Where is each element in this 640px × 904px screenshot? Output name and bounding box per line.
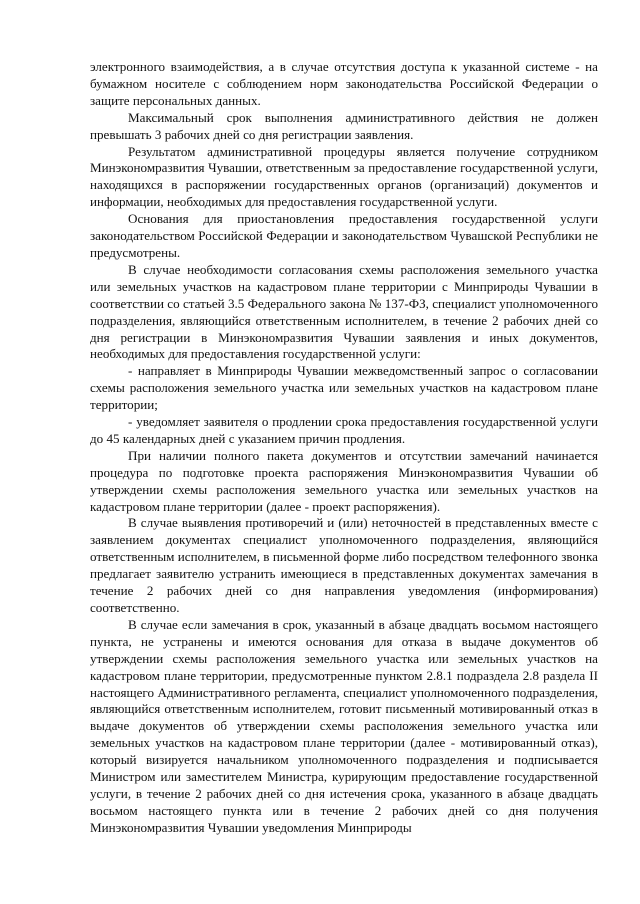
paragraph-6: При наличии полного пакета документов и отсутствии замечаний начинается процедура по подготовке проекта распоряжения Минэкономразвития Чувашии об утверждении схемы расположения земельного участка или земельных участков на кадастровом плане территории (далее - проект распоряжения). (90, 447, 598, 514)
paragraph-2: Максимальный срок выполнения административного действия не должен превышать 3 рабочих дней со дня регистрации заявления. (90, 109, 598, 142)
paragraph-1: электронного взаимодействия, а в случае отсутствия доступа к указанной системе - на бумажном носителе с соблюдением норм законодательства Российской Федерации о защите персональных данных. (90, 59, 598, 108)
paragraph-4: Основания для приостановления предоставления государственной услуги законодательством Российской Федерации и законодательством Чувашской Республики не предусмотрены. (90, 211, 598, 260)
paragraph-7: В случае выявления противоречий и (или) неточностей в представленных вместе с заявлением документах специалист уполномоченного подразделения, являющийся ответственным исполнителем, в письменной форме либо посредством телефонного звонка предлагает заявителю устранить имеющиеся в представленных документах замечания в течение 2 рабочих дней со дня направления уведомления (информирования) соответственно. (90, 515, 598, 615)
list-item-2: - уведомляет заявителя о продлении срока предоставления государственной услуги до 45 календарных дней с указанием причин продления. (90, 414, 598, 446)
paragraph-8: В случае если замечания в срок, указанный в абзаце двадцать восьмом настоящего пункта, не устранены и имеются основания для отказа в выдаче документов об утверждении схемы расположения земельного участка или земельных участков на кадастровом плане территории, предусмотренные пунктом 2.8.1 подраздела 2.8 раздела II настоящего Административного регламента, специалист уполномоченного подразделения, являющийся ответственным исполнителем, готовит письменный мотивированный отказ в выдаче документов об утверждении схемы расположения земельного участка или земельных участков на кадастровом плане территории (далее - мотивированный отказ), который визируется начальником уполномоченного подразделения и подписывается Министром или заместителем Министра, курирующим предоставление государственной услуги, в течение 2 рабочих дней со дня истечения срока, указанного в абзаце двадцать восьмом настоящего пункта или в течение 2 рабочих дней со дня получения Минэкономразвития Чувашии уведомления Минприроды (90, 616, 598, 835)
paragraph-3: Результатом административной процедуры является получение сотрудником Минэкономразвития Чувашии, ответственным за предоставление государственной услуги, находящихся в распоряжении государственных органов (организаций) документов и информации, необходимых для предоставления государственной услуги. (90, 143, 598, 210)
list-item-1: - направляет в Минприроды Чувашии межведомственный запрос о согласовании схемы расположения земельного участка или земельных участков на кадастровом плане территории; (90, 363, 598, 413)
paragraph-5: В случае необходимости согласования схемы расположения земельного участка или земельных участков на кадастровом плане территории с Минприроды Чувашии в соответствии со статьей 3.5 Федерального закона № 137-ФЗ, специалист уполномоченного подразделения, являющийся ответственным исполнителем, в течение 2 рабочих дней со дня регистрации в Минэкономразвития Чувашии заявления и иных документов, необходимых для предоставления государственной услуги: (90, 261, 598, 362)
document-page (90, 59, 598, 837)
